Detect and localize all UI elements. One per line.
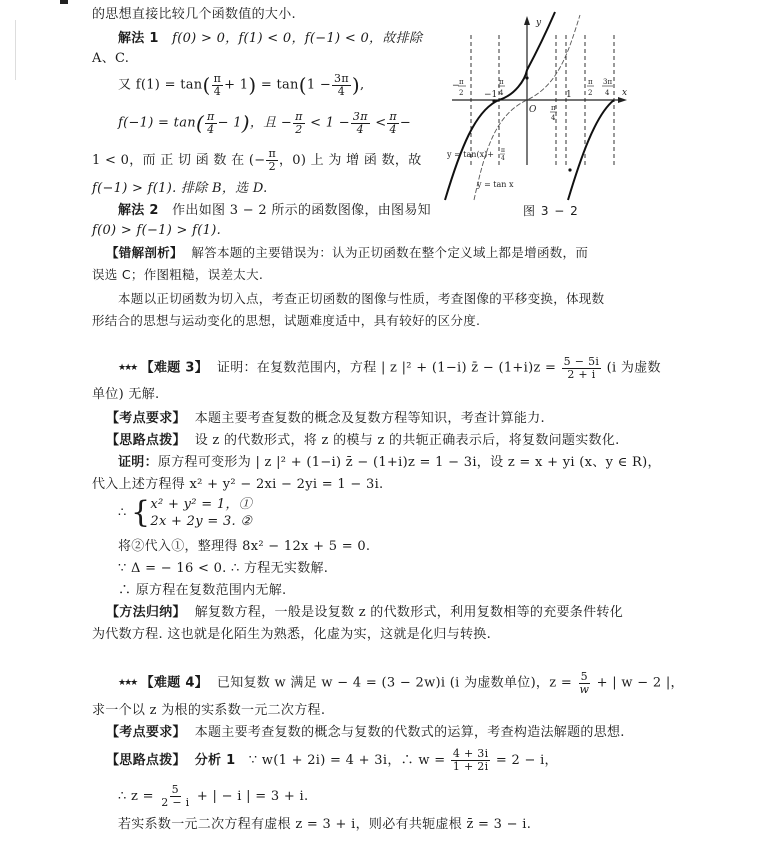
method2-label: 解法 2 [118,203,159,218]
method2-line: 解法 2 作出如图 3 − 2 所示的函数图像，由图易知 [118,203,431,218]
tangent-graph-figure [440,10,640,220]
problem4-label: 【难题 4】 [140,675,209,691]
problem3-hint: 【思路点拨】 设 z 的代数形式，将 z 的模与 z 的共轭正确表示后，将复数问题实数化. [106,433,620,448]
method1-label: 解法 1 [118,31,159,46]
problem3-header: ★★★ 【难题 3】 证明：在复数范围内，方程 | z |² + (1−i) z̄ − (1+i)z = $\frac{5 - 5i}{2 + i}$ (i 为虚数 [118,354,661,381]
svg-text:2: 2 [588,89,593,97]
problem3-proof-line2: 代入上述方程得 x² + y² − 2xi − 2yi = 1 − 3i. [92,477,384,492]
svg-text:π: π [551,104,556,112]
problem3-cont: 单位) 无解. [92,387,160,402]
y-axis-arrow-icon [524,16,530,25]
intro-line: 的思想直接比较几个函数值的大小. [92,7,296,22]
svg-text:−1: −1 [484,90,498,100]
figure-caption: 图 3 − 2 [523,204,579,218]
svg-text:π: π [501,147,505,154]
svg-text:2: 2 [459,89,464,97]
summary-line2: 形结合的思想与运动变化的思想，试题难度适中，具有较好的区分度. [92,313,481,328]
fraction: $\frac{\pi}{4}$ [213,71,222,98]
problem4-last-line: 若实系数一元二次方程有虚根 z = 3 + i，则必有共轭虚根 z̄ = 3 − i. [118,817,532,832]
curve1-label: y = tan(x)+ [447,150,494,159]
svg-text:1: 1 [566,90,572,100]
problem4-cont: 求一个以 z 为根的实系数一元二次方程. [92,703,326,718]
method2-cont: f(0) > f(−1) > f(1). [92,223,222,238]
svg-text:π: π [588,78,593,86]
difficulty-stars-icon: ★★★ [118,678,137,688]
problem3-step3: ∴ 原方程在复数范围内无解. [118,583,287,598]
shifted-tan-curve-branch [568,100,614,200]
problem3-label: 【难题 3】 [140,360,209,376]
page-scan-artifact [15,20,16,80]
problem3-method: 【方法归纳】 解复数方程，一般是设复数 z 的代数形式，利用复数相等的充要条件转化 [106,605,624,620]
svg-text:4: 4 [605,89,610,97]
problem3-method-cont: 为代数方程. 这也就是化陌生为熟悉，化虚为实，这就是化归与转换. [92,627,491,642]
problem3-requirement: 【考点要求】 本题主要考查复数的概念及复数方程等知识，考查计算能力. [106,411,545,426]
svg-text:π: π [499,78,504,86]
method1-equation-2: f(−1) = tan( $\frac{\pi}{4}$ − 1)，且 − $\frac{\pi}{2}$ < 1 − $\frac{3\pi}{4}$ < $\frac{\pi}{4}$ − [118,109,412,136]
method1-cont: A、C. [92,51,130,66]
x-axis-label: x [622,88,628,98]
origin-label: O [529,105,537,115]
svg-text:π: π [459,78,464,86]
problem3-system: ∴ {x² + y² = 1，① 2x + 2y = 3. ② [118,495,253,530]
shifted-tan-curve [445,12,555,200]
problem4-analysis: 【思路点拨】 分析 1 ∵ w(1 + 2i) = 4 + 3i，∴ w = $\frac{4 + 3i}{1 + 2i}$ = 2 − i， [106,747,558,773]
page-corner-mark [60,0,68,4]
method1-text: f(0) > 0，f(1) < 0，f(−1) < 0，故排除 [172,31,423,46]
svg-text:4: 4 [551,114,556,122]
method1-equation-1: 又 f(1) = tan( $\frac{\pi}{4}$ + 1) = tan(1 − $\frac{3\pi}{4}$ ), [118,71,365,98]
y-axis-label: y [536,18,542,28]
fraction: $\frac{3\pi}{4}$ [334,71,349,98]
svg-text:3π: 3π [603,78,613,86]
method1-line4: 1 < 0，而 正 切 函 数 在 (− $\frac{\pi}{2}$ ，0) 上 为 增 函 数，故 [92,147,422,173]
summary-line1: 本题以正切函数为切入点，考查正切函数的图像与性质，考查图像的平移变换，体现数 [118,291,605,306]
error-analysis: 【错解剖析】 解答本题的主要错误为：认为正切函数在整个定义域上都是增函数，而 [106,245,589,260]
curve2-label: y = tan x [477,180,514,189]
problem3-step1: 将②代入①，整理得 8x² − 12x + 5 = 0. [118,539,371,554]
svg-text:4: 4 [501,155,505,162]
svg-text:−: − [452,81,460,91]
problem4-z-value: ∴ z = $\frac{5}{2 - i}$ + | − i | = 3 + i. [118,783,309,809]
problem4-header: ★★★ 【难题 4】 已知复数 w 满足 w − 4 = (3 − 2w)i (i 为虚数单位)，z = $\frac{5}{w}$ + | w − 2 |， [118,669,684,696]
problem3-proof: 证明：原方程可变形为 | z |² + (1−i) z̄ − (1+i)z = 1 − 3i，设 z = x + yi (x、y ∈ R)， [118,455,661,470]
error-analysis-cont: 误选 C；作图粗糙，误差太大. [92,267,264,282]
error-analysis-label: 【错解剖析】 [106,245,183,260]
problem4-requirement: 【考点要求】 本题主要考查复数的概念与复数的代数式的运算，考查构造法解题的思想. [106,725,625,740]
method1-line1 [118,30,422,48]
problem3-step2: ∵ Δ = − 16 < 0. ∴ 方程无实数解. [118,561,329,576]
method1-line5: f(−1) > f(1). 排除 B，选 D. [92,181,268,196]
svg-text:4: 4 [499,89,504,97]
difficulty-stars-icon: ★★★ [118,363,137,373]
